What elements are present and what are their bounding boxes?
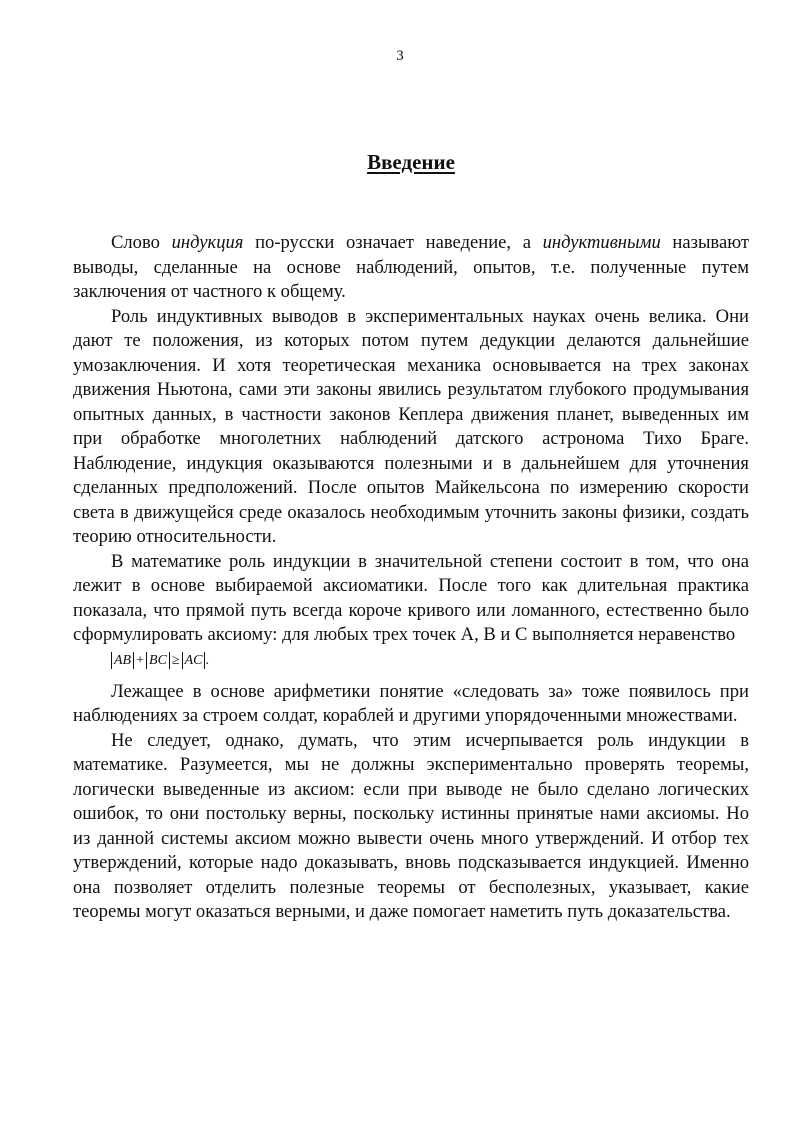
- term-inductive: индуктивными: [542, 232, 661, 253]
- formula-period: .: [205, 652, 209, 668]
- abs-ac: AC: [182, 652, 206, 669]
- page-number: 3: [396, 48, 404, 64]
- abs-ab: AB: [111, 652, 134, 669]
- body-text: [73, 231, 749, 925]
- paragraph-1-text-b: по-русски означает наведение, а: [243, 232, 543, 253]
- plus-sign: +: [136, 652, 145, 668]
- term-induction: индукция: [171, 232, 244, 253]
- paragraph-1: [73, 231, 749, 305]
- section-title: Введение: [367, 150, 455, 174]
- abs-bc: BC: [146, 652, 170, 669]
- paragraph-1-text-c: называют выводы, сделанные на основе наблюдений, опытов, т.е. полученные путем заключения от частного к общему.: [73, 232, 749, 302]
- paragraph-2: Роль индуктивных выводов в экспериментальных науках очень велика. Они дают те положения, из которых потом путем дедукции делаются дальнейшие умозаключения. И хотя теоретическая механика основывается на трех законах движения Ньютона, сами эти законы явились результатом глубокого продумывания опытных данных, в частности законов Кеплера движения планет, выведенных им при обработке многолетних наблюдений датского астронома Тихо Браге. Наблюдение, индукция оказываются полезными и в дальнейшем для уточнения сделанных предположений. После опытов Майкельсона по измерению скорости света в движущейся среде оказалось необходимым уточнить законы физики, создать теорию относительности.: [73, 305, 749, 547]
- paragraph-4: Лежащее в основе арифметики понятие «следовать за» тоже появилось при наблюдениях за строем солдат, кораблей и другими упорядоченными множествами.: [73, 680, 749, 726]
- paragraph-5: Не следует, однако, думать, что этим исчерпывается роль индукции в математике. Разумеется, мы не должны экспериментально проверять теоремы, логически выведенные из аксиом: если при выводе не было сделано логических ошибок, то они постольку верны, поскольку истинны принятые нами аксиомы. Но из данной системы аксиом можно вывести очень много утверждений. И отбор тех утверждений, которые надо доказывать, вновь подсказывается индукцией. Именно она позволяет отделить полезные теоремы от бесполезных, указывает, какие теоремы могут оказаться верными, и даже помогает наметить путь доказательства.: [73, 729, 749, 922]
- paragraph-3: В математике роль индукции в значительной степени состоит в том, что она лежит в основе выбираемой аксиоматики. После того как длительная практика показала, что прямой путь всегда короче кривого или ломанного, естественно было сформулировать аксиому: для любых трех точек A, B и C выполняется неравенство: [73, 550, 749, 645]
- triangle-inequality-formula: [111, 648, 749, 674]
- ge-sign: ≥: [171, 652, 180, 668]
- paragraph-1-text-a: Слово: [111, 232, 172, 253]
